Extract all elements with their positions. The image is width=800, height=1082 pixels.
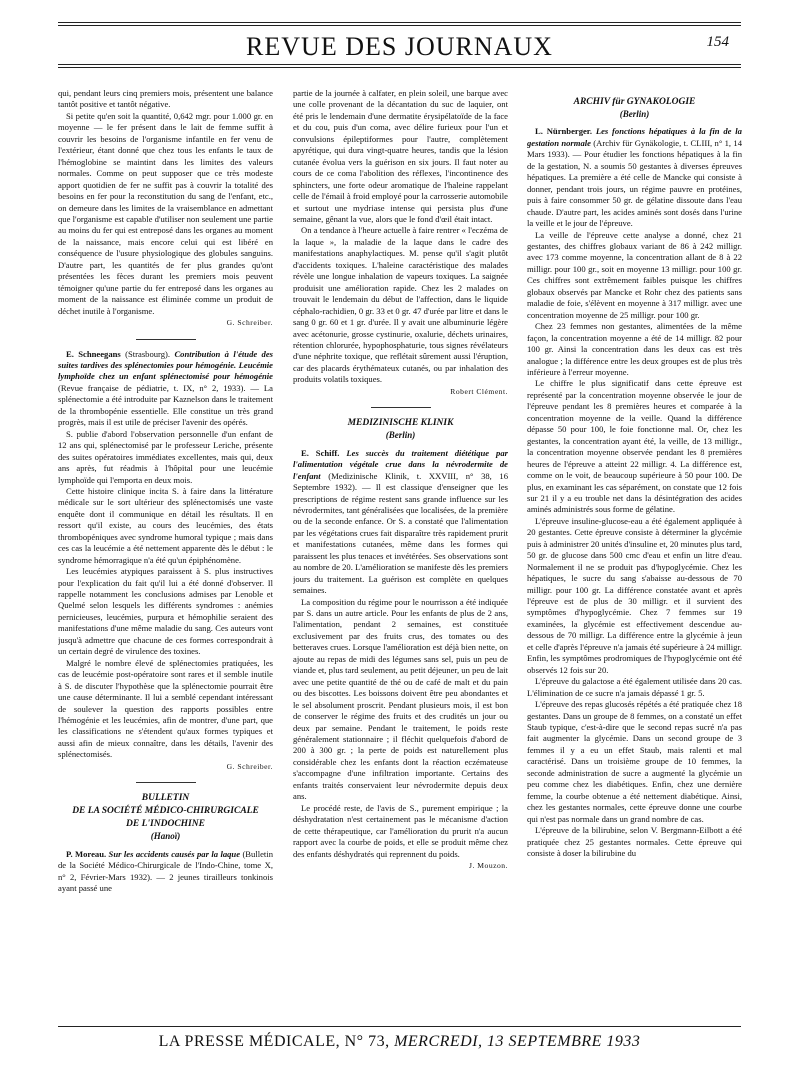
- column-middle: [293, 88, 508, 873]
- paragraph: On a tendance à l'heure actuelle à faire rentrer « l'eczéma de la laque », la maladie de la laque dans le cadre des manifestations anaphylactiques. M. pense qu'il s'agit plutôt d'accidents toxiques. L'haleine caractéristique des malades révèle une longue inhalation de vapeurs toxiques. La saignée produisit une amélioration rapide. Chez les 2 malades on trouvait le lendemain du début de l'affection, dans le liquide céphalo-rachidien, 0 gr. 33 et 0 gr. 47 d'urée par litre et dans le sang 0 gr. 60 et 1 gr. d'urée. Il y avait une albuminurie légère avec acétonurie, grosse cystinurie, oxalurie, déchets urinaires, rétention chlorurée, hypophosphaturie, tous signes révélateurs d'une néphrite toxique, que reflétait sûrement aussi l'éruption, car des placards érythémateux cutanés, ou par inhalation des produits volatils toxiques.: [293, 225, 508, 385]
- page-footer: [58, 1033, 741, 1051]
- paragraph: Si petite qu'en soit la quantité, 0,642 mgr. pour 1.000 gr. en moyenne — le fer présent dans le lait de femme suffit à couvrir les besoins de l'organisme infantile en fer venu de l'extérieur, étant donné que chez tous les enfants le taux de l'hémoglobine se maintint dans les limites des valeurs normales. Comme on peut supposer que ce très modeste apport quotidien de fer ne suffit pas à couvrir la totalité des besoins en fer pour la reconstitution du sang de l'enfant, etc., on demeure dans les limites de la vraisemblance en admettant que l'organisme est capable d'utiliser non seulement une partie au moins du fer qui est entreposé dans les organes au moment de la naissance, mais encore celui qui est libéré en conséquence de l'usure physiologique des globules sanguins. D'autre part, les quantités de fer plus grandes qu'ont présentées les fèces durant les premiers mois peuvent témoigner qu'une partie du fer entreposé dans les organes au moment de la naissance est éliminée comme un produit de déchet inutile à l'organisme.: [58, 110, 273, 316]
- separator-rule: [136, 782, 196, 783]
- paragraph: Le chiffre le plus significatif dans cette épreuve est représenté par la concentration moyenne observée le jour de l'épreuve pendant les 8 premières heures et comparée à la concentration moyenne de la veille. Quand la différence dépasse 50 pour 100, le foie fonctionne mal. Or, chez les gestantes, la concentration ayant été, la veille, de 13 milligr., la concentration moyenne observée pendant les 8 premières heures de l'épreuve a atteint 22 milligr. 4. La différence est, comme on le voit, de beaucoup supérieure à 50 pour 100. De plus, en examinant les cas séparément, on constate que 12 fois sur 21 il y a eu trouble net dans la désintégration des acides aminés administrés sous forme de gélatine.: [527, 378, 742, 515]
- author-signature: J. Mouzon.: [469, 861, 508, 870]
- author-signature: G. Schreiber.: [226, 761, 273, 771]
- article-title: Contribution à l'étude des suites tardives des splénectomies pour hémogénie. Leucémie lymphoïde chez un enfant splénectomisé pour hémogénie: [58, 348, 273, 382]
- paragraph: L'épreuve des repas glucosés répétés a été pratiquée chez 18 gestantes. Dans un groupe de 8 femmes, on a constaté un effet Staub typique, c'est-à-dire que le second repas sucré n'a pas fait augmenter la glycémie. Dans un second groupe de 3 femmes il y a eu un effet Staub, mais ralenti et mal caractérisé. Dans un troisième groupe de 10 femmes, la seconde administration de sucre a augmenté la glycémie un peu comme chez les diabétiques. Enfin, chez une dernière femme, la courbe obtenue a été nettement diabétique. Ainsi, chez les gestantes normales, cette épreuve donne une courbe qui n'est pas normale dans un grand nombre de cas.: [527, 699, 742, 824]
- article-title: Les succès du traitement diététique par l'alimentation végétale crue dans la névrodermite de l'enfant: [293, 447, 508, 481]
- masthead-rule: [58, 64, 741, 65]
- article-entry: [58, 349, 273, 429]
- paragraph: S. publie d'abord l'observation personnelle d'un enfant de 12 ans qui, splénectomisé par le professeur Leriche, présente des suites opératoires immédiates excellentes, mais qui, deux ans après, fut réadmis à l'hôpital pour une leucémie lymphoïde qui l'emporta en deux mois.: [58, 428, 273, 485]
- paragraph: L'épreuve du galactose a été également utilisée dans 20 cas. L'élimination de ce sucre n'a jamais dépassé 1 gr. 5.: [527, 676, 742, 698]
- column-right: [527, 88, 742, 859]
- paragraph: Le procédé reste, de l'avis de S., purement empirique ; la déshydratation n'est certainement pas le mécanisme d'action de cette thérapeutique, car l'amélioration du prurit n'a aucun rapport avec la courbe de poids, et elle se produit même chez des enfants déshydratés qui reprennent du poids.: [293, 802, 508, 859]
- section-heading-line: DE LA SOCIÉTÉ MÉDICO-CHIRURGICALE: [72, 806, 259, 817]
- section-place: (Berlin): [619, 109, 650, 119]
- section-heading: ARCHIV für GYNAKOLOGIE: [573, 97, 696, 107]
- paragraph: Les leucémies atypiques paraissent à S. plus instructives pour l'explication du fait qu'il lui a été donné d'observer. Il rappelle notamment les conclusions admises par Lenoble et Quelmé selon lesquels les différents syndromes : anémies pernicieuses, leucémies, purpura et hémophilie seraient des manifestations d'une même maladie du sang. Ces auteurs vont jusqu'à admettre que chacune de ces formes correspondrait à un certain degré de virulence des toxines.: [58, 566, 273, 657]
- paragraph: qui, pendant leurs cinq premiers mois, présentent une balance tantôt positive et tantôt négative.: [58, 88, 273, 110]
- paragraph: La composition du régime pour le nourrisson a été indiquée par S. dans un autre article. Pour les enfants de plus de 2 ans, l'alimentation, pendant 2 semaines, est constituée exclusivement par des fruits crus, des tomates ou des betteraves crues. Lorsque l'amélioration est déjà bien nette, on ajoute au repas de midi des légumes sans sel, puis un peu de viande et, plus tard seulement, au petit déjeuner, un peu de lait avec une petite quantité de thé ou de café de malt et du pain ou des biscottes. Les boissons doivent être peu abondantes et le sel absolument proscrit. Pendant plusieurs mois, il est bon de conserver le régime des fruits et des crudités un jour ou deux par semaine. Pendant le traitement, le poids reste généralement stationnaire ; il fléchit quelquefois d'abord de 200 à 300 gr. ; la perte de poids est naturellement plus considérable chez les enfants dont la réaction eczémateuse s'accompagne d'une infiltration importante. Certains des enfants traités conservaient leur névrodermite depuis deux ans.: [293, 596, 508, 802]
- article-text: (Medizinische Klinik, t. XXVIII, n° 38, 16 Septembre 1932). — Il est classique d'enseigner que les prescriptions de régime restent sans grande influence sur les névrodermites, tant généralisées que localisées, de la première ou de la seconde enfance. Or S. a constaté que l'alimentation par les végétations crues fait disparaître très rapidement prurit et manifestations cutanées, même dans les formes qui paraissent les plus tenaces et invétérées. Ses observations sont au nombre de 20. L'amélioration se manifeste dès les premiers jours du traitement. La guérison est complète en quelques semaines.: [293, 470, 508, 596]
- column-left: [58, 88, 273, 895]
- top-rule-double: [58, 25, 741, 26]
- section-heading-line: DE L'INDOCHINE: [126, 819, 205, 830]
- footer-journal: LA PRESSE MÉDICALE, N° 73,: [158, 1033, 390, 1050]
- article-title: Sur les accidents causés par la laque: [106, 848, 241, 859]
- paragraph: Cette histoire clinique incita S. à faire dans la littérature médicale sur le sort ultérieur des splénectomisés une vaste enquête dont il communique en détail les résultats. Il en ressort qu'il existe, au cours des leucémies, des états thrombopéniques avec syndrome humoral typique ; mais dans ces cas la leucémie a été nettement apparente dès le début : le syndrome hémorragique n'a été qu'un épiphénomène.: [58, 485, 273, 565]
- journal-section-title: REVUE DES JOURNAUX: [246, 32, 553, 61]
- paragraph: L'épreuve de la bilirubine, selon V. Bergmann-Eilbott a été pratiquée chez 25 gestantes normales. Cette épreuve qui consiste à doser la bilirubine du: [527, 825, 742, 858]
- article-entry: [293, 448, 508, 597]
- article-entry: [58, 849, 273, 895]
- article-text: (Bulletin de la Société Médico-Chirurgicale de l'Indo-Chine, tome X, n° 2, Février-Mars 1932). — 2 jeunes tirailleurs tonkinois ayant passé une: [58, 848, 273, 894]
- section-place: (Hanoï): [150, 831, 181, 842]
- footer-rule: [58, 1026, 741, 1027]
- article-author: E. Schneegans: [66, 348, 121, 359]
- paragraph: partie de la journée à calfater, en plein soleil, une barque avec une colle provenant de la décantation du suc de laquier, ont été pris le lendemain d'une dermatite érysipélatoïde de la face et du cou, puis d'un coma, avec délire furieux pour l'un et convulsions épileptiformes pour l'autre, complètement apyrétique, qui dura vingt-quatre heures, tandis que la lésion cutanée évolua vers la guérison en six jours. Il faut noter au cours de ce coma l'abolition des réflexes, l'incontinence des sphincters, une forte odeur aromatique de l'haleine rappelant celle de l'émail à froid employé pour la carrosserie automobile et surtout une mydriase intense qui persista plus d'une semaine, gênant la vue, alors que le fond d'œil était intact.: [293, 88, 508, 224]
- masthead: [58, 32, 741, 62]
- article-author: L. Nürnberger.: [535, 126, 592, 137]
- section-place: (Berlin): [385, 430, 416, 441]
- author-signature: Robert Clément.: [450, 386, 508, 396]
- paragraph: L'épreuve insuline-glucose-eau a été également appliquée à 20 gestantes. Cette épreuve consiste à déterminer la glycémie puis à administrer 20 unités d'insuline et, 20 minutes plus tard, 50 gr. de glucose dans 500 cmc d'eau et enfin un litre d'eau. Normalement il ne se produit pas d'hypoglycémie. Chez les hépatiques, le sucre du sang s'abaisse au-dessous de 70 milligr. pour 100 gr. La différence constatée avant et après l'épreuve est de plus de 30 milligr. et il survient des symptômes d'hypoglycémie. Chez 7 femmes sur 19 examinées, la glycémie est effectivement descendue au-dessous de 70 milligr. La différence entre la glycémie à jeun et celle d'après l'épreuve n'a jamais été supérieure à 24 milligr. Enfin, les symptômes prodromiques de l'hypoglycémie ont été observés 12 fois sur 20.: [527, 515, 742, 675]
- author-place: (Strasbourg).: [120, 348, 175, 359]
- separator-rule: [136, 339, 196, 340]
- article-author: E. Schiff.: [301, 447, 340, 458]
- separator-rule: [371, 407, 431, 408]
- author-signature: G. Schreiber.: [226, 318, 273, 328]
- article-text: (Revue française de pédiatrie, t. IX, n° 2, 1933). — La splénectomie a été introduite par Kaznelson dans le traitement de la thrombopénie essentielle. Elle constitue un très grand progrès, mais il est utile de préciser l'avenir des opérés.: [58, 382, 273, 428]
- footer-date: MERCREDI, 13 SEPTEMBRE 1933: [394, 1033, 641, 1050]
- article-text: (Archiv für Gynäkologie, t. CLIII, n° 1, 14 Mars 1933). — Pour étudier les fonctions hépatiques à la fin de la gestation, N. a soumis 50 gestantes à diverses épreuves hépatiques. La première a été celle de Mancke qui consiste à donner, pendant trois jours, un régime pauvre en protéines, puis à faire consommer 50 gr. de gélatine dissoute dans l'eau chaude. D'autre part, les acides aminés sont dosés dans l'urine la veille et le jour de l'épreuve.: [527, 137, 742, 229]
- paragraph: Chez 23 femmes non gestantes, alimentées de la même façon, la concentration moyenne a été de 14 milligr. 82 pour 100 gr. Ainsi la concentration dans les deux cas est très analogue ; la différence entre les deux groupes est de plus très inférieure à l'erreur moyenne.: [527, 321, 742, 377]
- article-author: P. Moreau.: [66, 848, 107, 859]
- paragraph: Malgré le nombre élevé de splénectomies pratiquées, les cas de leucémie post-opératoire sont rares et il semble inutile à S. de discuter l'hypothèse que la splénectomie pourrait être une cause déterminante. Il lui a semblé cependant intéressant de soulever la question des rapports possibles entre l'hémogénie et les leucémies, afin de montrer, d'une part, que les classifications ne s'étendent qu'aux formes typiques et aussi afin de mieux connaître, dans les détails, l'avenir des splénectomisés.: [58, 657, 273, 760]
- article-title: Les fonctions hépatiques à la fin de la gestation normale: [527, 126, 742, 148]
- masthead-rule-double: [58, 67, 741, 68]
- section-heading: MEDIZINISCHE KLINIK: [347, 418, 454, 429]
- page-number: 154: [706, 34, 729, 50]
- paragraph: La veille de l'épreuve cette analyse a donné, chez 21 gestantes, des chiffres globaux variant de 86 à 242 milligr. avec 173 comme moyenne, la concentration allant de 8 à 22 milligr. pour 100 gr., soit en moyenne 13 milligr. pour 100 gr. Ces chiffres sont extrêmement faibles puisque les chiffres globaux observés par Mancke et Rohr chez des patients sans maladie de foie, s'élèvent en moyenne à 317 milligr. avec une concentration moyenne de 25 milligr. pour 100 gr.: [527, 229, 742, 320]
- section-heading: BULLETIN: [141, 793, 190, 804]
- article-entry: [527, 126, 742, 229]
- top-rule: [58, 22, 741, 23]
